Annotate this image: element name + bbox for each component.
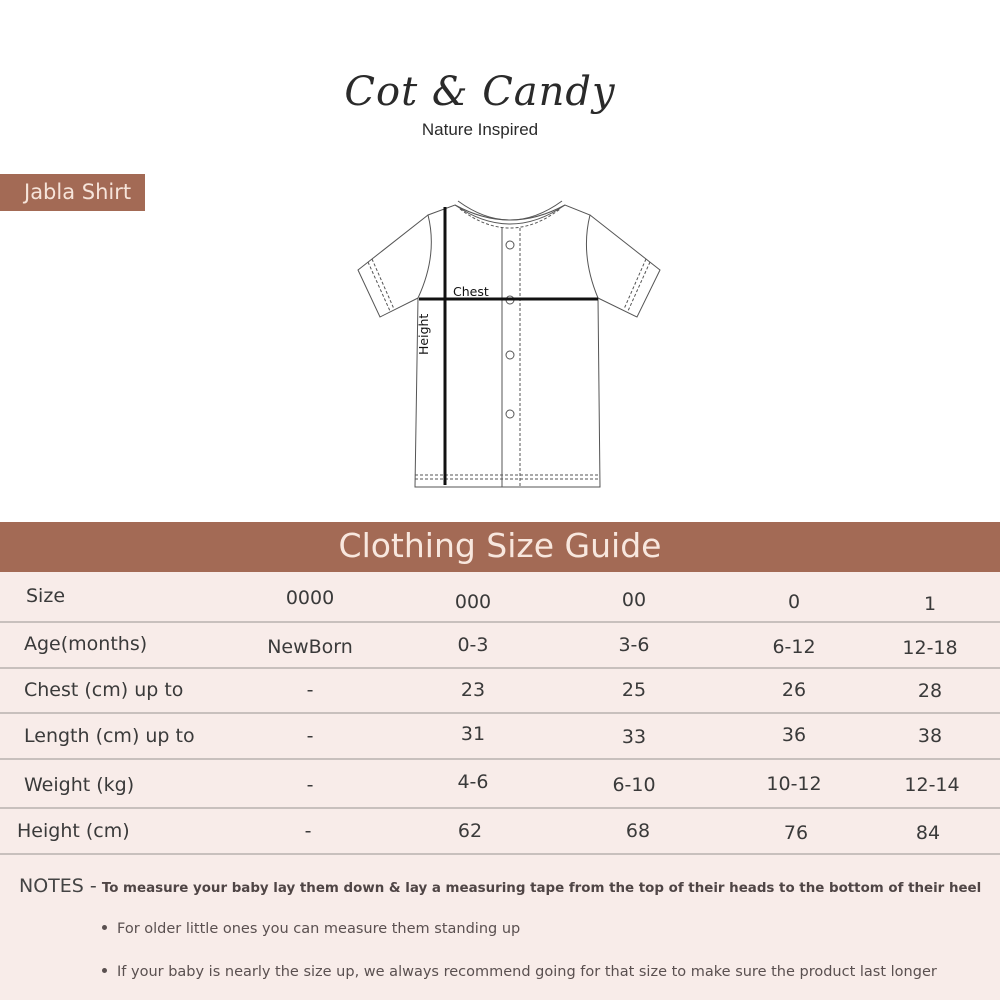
cell: 28 — [917, 680, 943, 702]
cell: 25 — [621, 679, 647, 701]
cell: 23 — [460, 679, 486, 701]
cell: 12-18 — [902, 637, 958, 659]
table-row-size — [0, 572, 1000, 623]
table-row-chest — [0, 669, 1000, 714]
row-label: Chest (cm) up to — [24, 679, 184, 701]
row-label: Height (cm) — [17, 820, 130, 842]
notes-heading: NOTES - — [19, 875, 97, 897]
cell: - — [306, 679, 314, 701]
note-text: If your baby is nearly the size up, we always recommend going for that size to make sure the product last longer — [117, 964, 937, 980]
note-bullet — [102, 964, 937, 980]
table-row-length — [0, 714, 1000, 760]
brand-name: Cot & Candy — [344, 69, 616, 115]
table-row-age — [0, 623, 1000, 669]
cell: 76 — [783, 822, 809, 844]
table-row-height — [0, 809, 1000, 855]
cell: - — [304, 820, 312, 842]
cell: 4-6 — [457, 771, 489, 793]
bullet-icon — [102, 968, 107, 973]
cell: 12-14 — [904, 774, 960, 796]
cell: 0000 — [285, 587, 335, 609]
product-tag: Jabla Shirt — [0, 174, 145, 211]
cell: 31 — [460, 723, 486, 745]
cell: 26 — [781, 679, 807, 701]
size-guide-title: Clothing Size Guide — [0, 522, 1000, 572]
cell: 10-12 — [766, 773, 822, 795]
row-label: Age(months) — [24, 633, 148, 655]
brand-logo — [340, 66, 620, 140]
brand-tagline: Nature Inspired — [421, 120, 539, 139]
cell: 62 — [457, 820, 483, 842]
note-text: For older little ones you can measure them standing up — [117, 921, 521, 937]
bullet-icon — [102, 925, 107, 930]
cell: 6-12 — [772, 636, 816, 658]
cell: 0 — [787, 591, 801, 613]
row-label: Size — [26, 585, 66, 607]
shirt-outline-icon — [350, 195, 670, 495]
table-row-weight — [0, 760, 1000, 809]
height-label: Height — [416, 313, 431, 355]
row-label: Weight (kg) — [24, 774, 135, 796]
cell: NewBorn — [267, 636, 353, 658]
chest-label: Chest — [453, 284, 489, 299]
cell: 68 — [625, 820, 651, 842]
cell: 6-10 — [612, 774, 656, 796]
cell: 00 — [621, 589, 647, 611]
cell: 1 — [923, 593, 937, 615]
shirt-diagram — [350, 195, 670, 500]
cell: 3-6 — [618, 634, 650, 656]
cell: 36 — [781, 724, 807, 746]
cell: 33 — [621, 726, 647, 748]
cell: 000 — [454, 591, 492, 613]
cell: - — [306, 725, 314, 747]
row-label: Length (cm) up to — [24, 725, 195, 747]
notes-lead: To measure your baby lay them down & lay a measuring tape from the top of their heads to the bottom of their heel — [101, 881, 982, 896]
note-bullet — [102, 921, 520, 937]
cell: 84 — [915, 822, 941, 844]
notes — [19, 875, 1000, 897]
cell: - — [306, 774, 314, 796]
cell: 0-3 — [457, 634, 489, 656]
cell: 38 — [917, 725, 943, 747]
